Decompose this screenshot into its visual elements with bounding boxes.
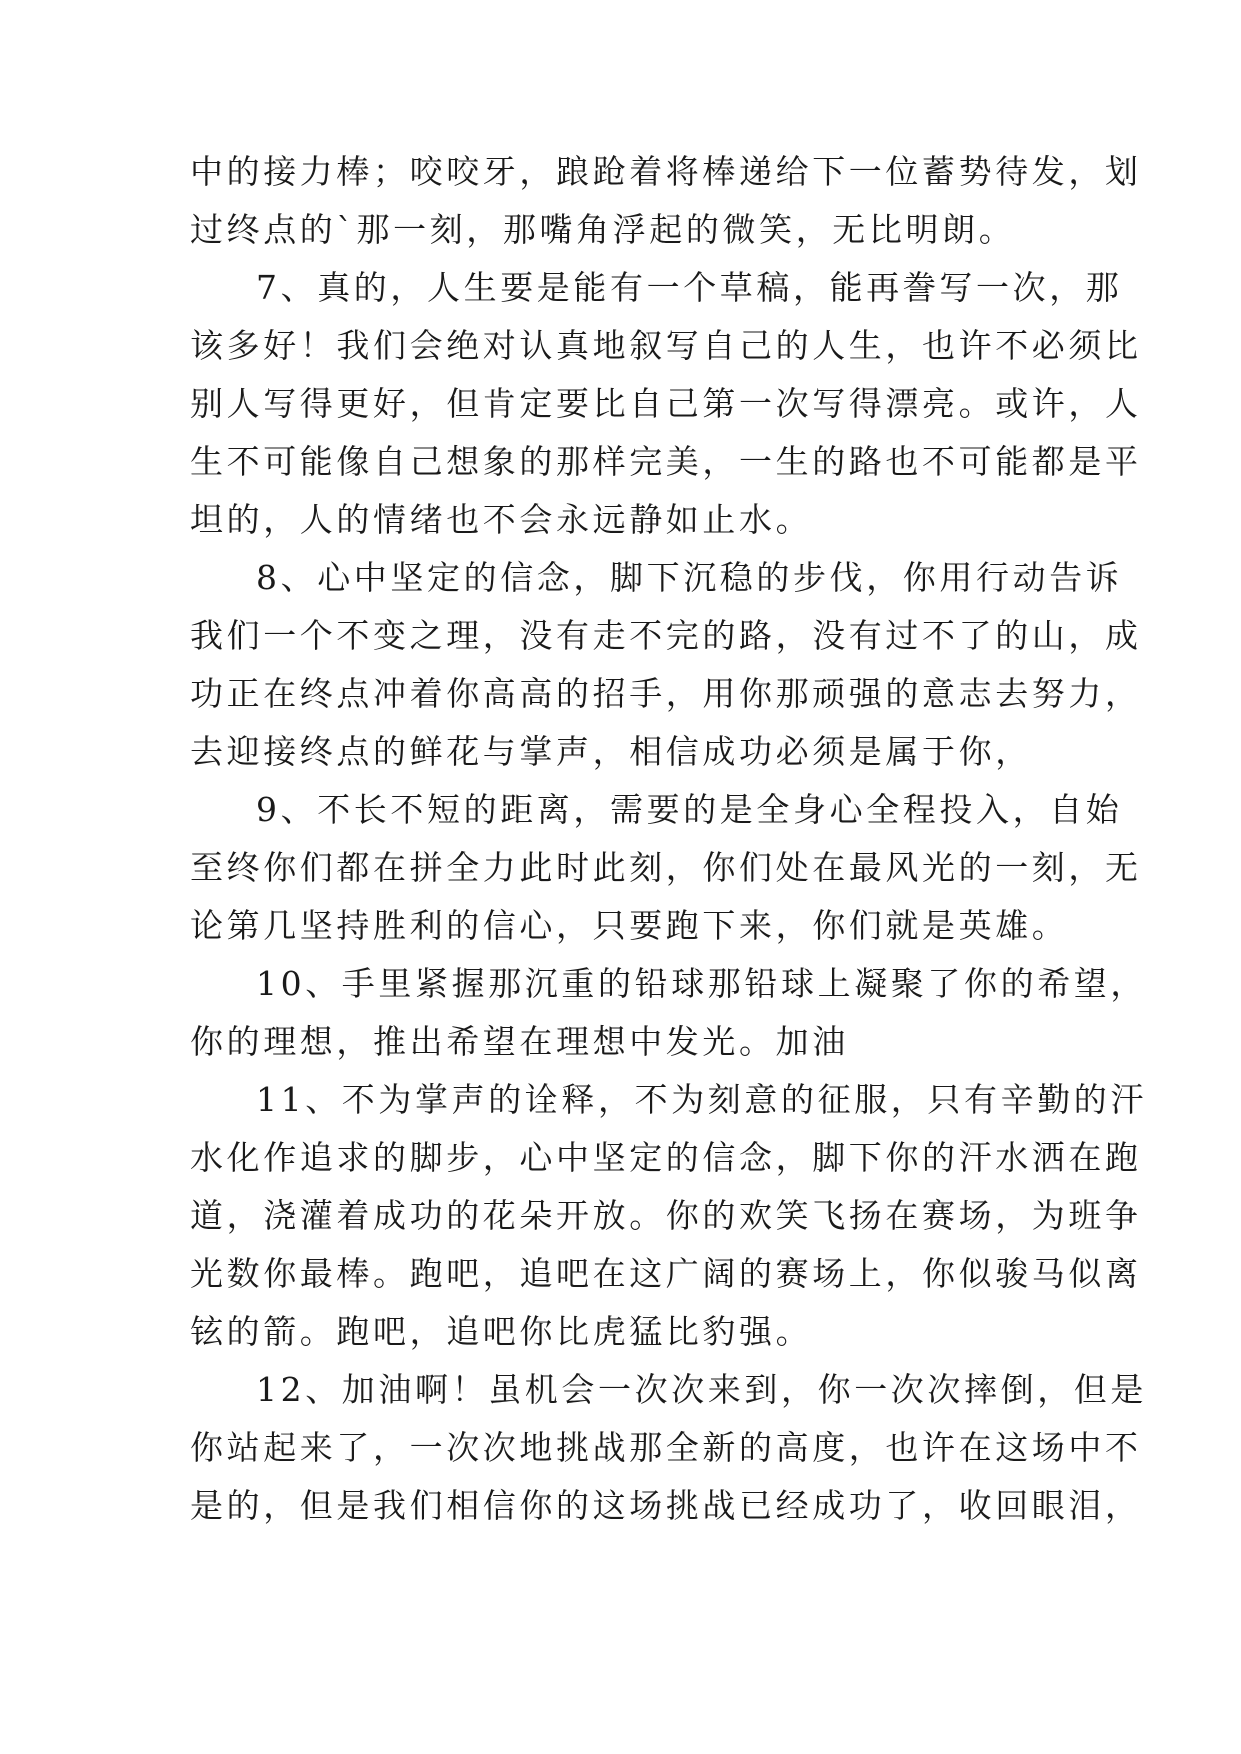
- text-line: 论第几坚持胜利的信心，只要跑下来，你们就是英雄。: [190, 906, 1069, 945]
- text-line: 9、不长不短的距离，需要的是全身心全程投入，自始: [256, 790, 1123, 829]
- text-line: 道，浇灌着成功的花朵开放。你的欢笑飞扬在赛场，为班争: [190, 1196, 1142, 1235]
- text-line: 是的，但是我们相信你的这场挑战已经成功了，收回眼泪，: [190, 1486, 1142, 1525]
- text-line: 功正在终点冲着你高高的招手，用你那顽强的意志去努力，: [190, 674, 1142, 713]
- text-line: 11、不为掌声的诠释，不为刻意的征服，只有辛勤的汗: [256, 1080, 1147, 1119]
- text-line: 过终点的`那一刻，那嘴角浮起的微笑，无比明朗。: [190, 210, 1016, 249]
- text-line: 水化作追求的脚步，心中坚定的信念，脚下你的汗水洒在跑: [190, 1138, 1142, 1177]
- text-line: 我们一个不变之理，没有走不完的路，没有过不了的山，成: [190, 616, 1142, 655]
- text-line: 去迎接终点的鲜花与掌声，相信成功必须是属于你，: [190, 732, 1032, 771]
- text-line: 8、心中坚定的信念，脚下沉稳的步伐，你用行动告诉: [256, 558, 1123, 597]
- text-line: 10、手里紧握那沉重的铅球那铅球上凝聚了你的希望，: [256, 964, 1147, 1003]
- text-line: 7、真的，人生要是能有一个草稿，能再誊写一次，那: [256, 268, 1123, 307]
- text-line: 中的接力棒；咬咬牙，踉跄着将棒递给下一位蓄势待发，划: [190, 152, 1142, 191]
- text-line: 你的理想，推出希望在理想中发光。加油: [190, 1022, 849, 1061]
- text-line: 坦的，人的情绪也不会永远静如止水。: [190, 500, 813, 539]
- text-line: 生不可能像自己想象的那样完美，一生的路也不可能都是平: [190, 442, 1142, 481]
- text-line: 光数你最棒。跑吧，追吧在这广阔的赛场上，你似骏马似离: [190, 1254, 1142, 1293]
- text-line: 该多好！我们会绝对认真地叙写自己的人生，也许不必须比: [190, 326, 1142, 365]
- text-line: 至终你们都在拼全力此时此刻，你们处在最风光的一刻，无: [190, 848, 1142, 887]
- text-line: 铉的箭。跑吧，追吧你比虎猛比豹强。: [190, 1312, 813, 1351]
- text-line: 12、加油啊！虽机会一次次来到，你一次次摔倒，但是: [256, 1370, 1147, 1409]
- text-line: 别人写得更好，但肯定要比自己第一次写得漂亮。或许，人: [190, 384, 1142, 423]
- text-line: 你站起来了，一次次地挑战那全新的高度，也许在这场中不: [190, 1428, 1142, 1467]
